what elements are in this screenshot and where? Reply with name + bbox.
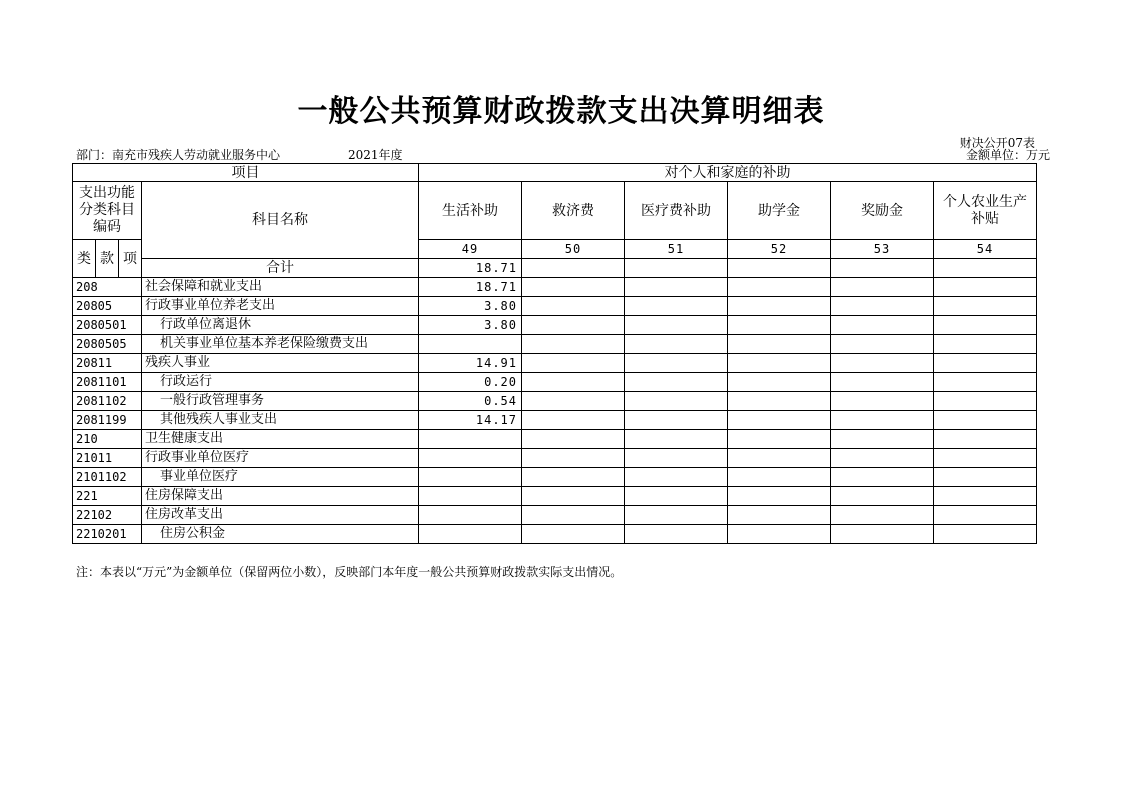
row-value	[831, 278, 934, 297]
row-name: 社会保障和就业支出	[142, 278, 419, 297]
row-code: 2210201	[73, 525, 142, 544]
row-value	[625, 297, 728, 316]
row-code: 22102	[73, 506, 142, 525]
table-row	[73, 411, 1037, 430]
row-value	[419, 335, 522, 354]
row-value	[625, 316, 728, 335]
row-code: 2081199	[73, 411, 142, 430]
row-name: 卫生健康支出	[142, 430, 419, 449]
kuan-label: 款	[96, 240, 119, 278]
row-value	[934, 297, 1037, 316]
row-value	[522, 430, 625, 449]
total-value: 18.71	[419, 259, 522, 278]
col-header: 奖励金	[831, 182, 934, 240]
row-name: 行政单位离退休	[142, 316, 419, 335]
row-value	[934, 468, 1037, 487]
row-name: 行政运行	[142, 373, 419, 392]
table-row	[73, 506, 1037, 525]
row-value	[831, 449, 934, 468]
row-value	[728, 430, 831, 449]
col-number: 52	[728, 240, 831, 259]
row-value	[934, 373, 1037, 392]
table-row	[73, 373, 1037, 392]
row-code: 221	[73, 487, 142, 506]
row-value	[728, 525, 831, 544]
col-header: 助学金	[728, 182, 831, 240]
table-row	[73, 468, 1037, 487]
row-value	[728, 449, 831, 468]
col-number: 53	[831, 240, 934, 259]
row-name: 住房公积金	[142, 525, 419, 544]
row-value	[934, 449, 1037, 468]
row-code: 208	[73, 278, 142, 297]
row-name: 住房改革支出	[142, 506, 419, 525]
row-value	[728, 335, 831, 354]
row-value	[522, 506, 625, 525]
row-name: 行政事业单位养老支出	[142, 297, 419, 316]
meta-line	[76, 147, 1050, 163]
row-value	[522, 373, 625, 392]
col-header: 救济费	[522, 182, 625, 240]
total-value	[625, 259, 728, 278]
row-value	[522, 468, 625, 487]
row-value	[522, 278, 625, 297]
table-row	[73, 316, 1037, 335]
expenditure-table	[72, 163, 1037, 544]
row-name: 行政事业单位医疗	[142, 449, 419, 468]
row-value	[831, 335, 934, 354]
row-value	[728, 506, 831, 525]
col-number: 49	[419, 240, 522, 259]
lei-label: 类	[73, 240, 96, 278]
row-value	[625, 373, 728, 392]
table-row	[73, 297, 1037, 316]
row-value	[831, 392, 934, 411]
row-name: 残疾人事业	[142, 354, 419, 373]
row-value	[728, 373, 831, 392]
row-value	[522, 392, 625, 411]
col-header: 生活补助	[419, 182, 522, 240]
row-value	[831, 487, 934, 506]
row-value	[831, 354, 934, 373]
department-label: 部门：南充市残疾人劳动就业服务中心	[76, 148, 281, 162]
page-title: 一般公共预算财政拨款支出决算明细表	[297, 94, 825, 129]
row-value	[419, 449, 522, 468]
row-value	[625, 411, 728, 430]
row-value	[934, 411, 1037, 430]
row-value	[934, 354, 1037, 373]
table-row	[73, 430, 1037, 449]
row-value	[522, 411, 625, 430]
row-value	[934, 278, 1037, 297]
row-value	[522, 316, 625, 335]
row-code: 20805	[73, 297, 142, 316]
row-value	[625, 335, 728, 354]
total-value	[522, 259, 625, 278]
row-value	[728, 487, 831, 506]
row-name: 事业单位医疗	[142, 468, 419, 487]
row-value	[419, 506, 522, 525]
row-value	[831, 430, 934, 449]
row-value: 3.80	[419, 297, 522, 316]
table-row	[73, 449, 1037, 468]
footnote: 注：本表以“万元”为金额单位（保留两位小数），反映部门本年度一般公共预算财政拨款实际支出情况。	[76, 565, 623, 579]
row-value	[522, 487, 625, 506]
col-header: 个人农业生产补贴	[934, 182, 1037, 240]
row-value	[522, 449, 625, 468]
row-name: 住房保障支出	[142, 487, 419, 506]
col-number: 54	[934, 240, 1037, 259]
total-value	[831, 259, 934, 278]
row-value	[831, 411, 934, 430]
col-number: 51	[625, 240, 728, 259]
table-row	[73, 392, 1037, 411]
row-code: 2081102	[73, 392, 142, 411]
row-value	[934, 335, 1037, 354]
name-label: 科目名称	[142, 182, 419, 259]
total-value	[934, 259, 1037, 278]
xiang-label: 项	[119, 240, 142, 278]
row-code: 21011	[73, 449, 142, 468]
form-number: 财决公开07表	[959, 136, 1035, 150]
row-code: 2080501	[73, 316, 142, 335]
group-header: 对个人和家庭的补助	[419, 164, 1037, 182]
col-header: 医疗费补助	[625, 182, 728, 240]
row-name: 一般行政管理事务	[142, 392, 419, 411]
row-value	[625, 430, 728, 449]
row-value	[728, 411, 831, 430]
row-name: 其他残疾人事业支出	[142, 411, 419, 430]
row-code: 2081101	[73, 373, 142, 392]
row-value	[934, 392, 1037, 411]
row-value	[625, 392, 728, 411]
row-value: 0.54	[419, 392, 522, 411]
row-value	[625, 487, 728, 506]
row-value	[625, 468, 728, 487]
row-code: 2101102	[73, 468, 142, 487]
row-value: 18.71	[419, 278, 522, 297]
row-code: 2080505	[73, 335, 142, 354]
row-value	[934, 525, 1037, 544]
row-value	[831, 316, 934, 335]
row-value	[625, 506, 728, 525]
row-value	[522, 297, 625, 316]
row-value	[934, 506, 1037, 525]
row-value	[728, 297, 831, 316]
row-value	[522, 335, 625, 354]
row-value	[625, 354, 728, 373]
row-name: 机关事业单位基本养老保险缴费支出	[142, 335, 419, 354]
row-value	[728, 316, 831, 335]
row-value	[419, 468, 522, 487]
code-label: 支出功能分类科目编码	[73, 182, 142, 240]
row-value	[831, 468, 934, 487]
row-value	[625, 525, 728, 544]
row-value	[625, 449, 728, 468]
row-value	[419, 487, 522, 506]
table-row	[73, 354, 1037, 373]
row-code: 20811	[73, 354, 142, 373]
total-label: 合计	[142, 259, 419, 278]
row-value	[419, 525, 522, 544]
row-value	[831, 373, 934, 392]
row-value	[934, 487, 1037, 506]
table-row	[73, 487, 1037, 506]
year-label: 2021年度	[348, 148, 403, 162]
row-value	[522, 525, 625, 544]
row-value: 14.17	[419, 411, 522, 430]
row-value	[728, 278, 831, 297]
row-value	[831, 297, 934, 316]
row-value	[831, 525, 934, 544]
row-value: 0.20	[419, 373, 522, 392]
table-row	[73, 525, 1037, 544]
row-value	[831, 506, 934, 525]
row-value	[419, 430, 522, 449]
row-value	[522, 354, 625, 373]
row-code: 210	[73, 430, 142, 449]
row-value	[625, 278, 728, 297]
total-value	[728, 259, 831, 278]
project-header: 项目	[73, 164, 419, 182]
row-value: 3.80	[419, 316, 522, 335]
row-value	[728, 392, 831, 411]
table-row	[73, 278, 1037, 297]
row-value: 14.91	[419, 354, 522, 373]
row-value	[934, 430, 1037, 449]
row-value	[934, 316, 1037, 335]
row-value	[728, 468, 831, 487]
table-row	[73, 335, 1037, 354]
row-value	[728, 354, 831, 373]
unit-label: 金额单位：万元	[965, 148, 1050, 162]
col-number: 50	[522, 240, 625, 259]
